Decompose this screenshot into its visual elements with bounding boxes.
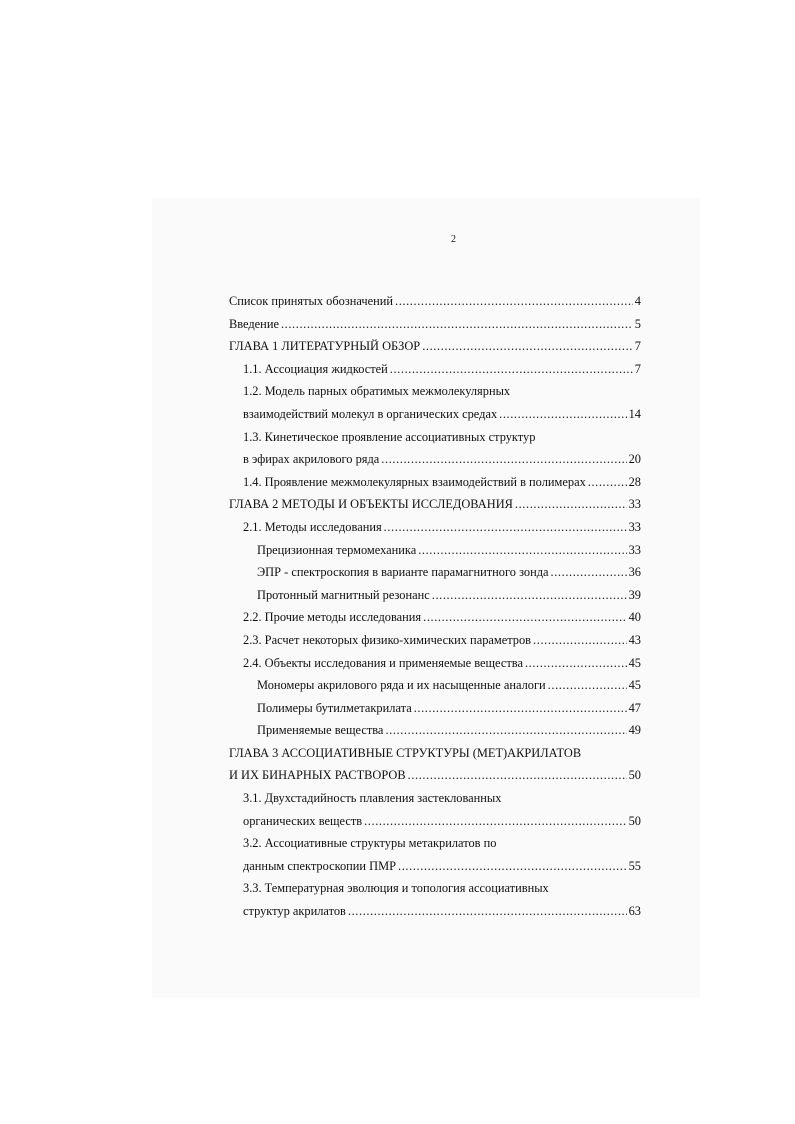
toc-entry-title: ГЛАВА 2 МЕТОДЫ И ОБЪЕКТЫ ИССЛЕДОВАНИЯ [229,497,513,512]
toc-entry [229,403,641,426]
toc-subentry [229,697,641,720]
toc-entry-title: взаимодействий молекул в органических средах [243,406,498,421]
toc-entry-title: органических веществ [243,813,363,828]
dot-leader [515,493,627,516]
toc-entry-first-line: 3.3. Температурная эволюция и топология ассоциативных [243,881,549,896]
toc-entry-page: 7 [634,339,641,354]
toc-entry [229,516,641,539]
dot-leader [423,606,626,629]
toc-entry [229,652,641,675]
toc-entry-title: 2.4. Объекты исследования и применяемые вещества [243,655,523,670]
toc-entry-page: 33 [628,497,641,512]
toc-chapter-entry [229,493,641,516]
dot-leader [499,403,626,426]
dot-leader [281,313,633,336]
toc-entry [229,290,641,313]
toc-subentry [229,584,641,607]
toc-subentry [229,561,641,584]
toc-entry-page: 28 [628,474,641,489]
toc-entry-first-line: 3.1. Двухстадийность плавления застеклованных [243,791,502,806]
page-number: 2 [451,234,456,245]
toc-entry-title: Полимеры бутилметакрилата [257,700,412,715]
toc-entry-page: 45 [628,655,641,670]
toc-entry-page: 39 [628,587,641,602]
toc-entry-page: 5 [634,316,641,331]
toc-chapter-entry [229,764,641,787]
toc-entry-page: 7 [634,361,641,376]
toc-entry-title: структур акрилатов [243,904,346,919]
toc-chapter-first-line: ГЛАВА 3 АССОЦИАТИВНЫЕ СТРУКТУРЫ (МЕТ)АКРИЛАТОВ [229,745,582,760]
toc-entry-title: в эфирах акрилового ряда [243,452,380,467]
toc-entry-title: 1.4. Проявление межмолекулярных взаимодействий в полимерах [243,474,586,489]
table-of-contents [229,290,641,923]
toc-entry-page: 47 [628,700,641,715]
toc-entry-page: 36 [628,565,641,580]
toc-entry-page: 55 [628,858,641,873]
dot-leader [422,335,633,358]
toc-entry-first-line: 3.2. Ассоциативные структуры метакрилатов по [243,836,497,851]
dot-leader [364,810,627,833]
toc-entry-title: Мономеры акрилового ряда и их насыщенные аналоги [257,678,546,693]
dot-leader [390,358,633,381]
dot-leader [385,719,626,742]
toc-entry-page: 4 [634,294,641,308]
toc-entry-page: 50 [628,768,641,783]
toc-entry-page: 45 [628,678,641,693]
toc-entry-page: 33 [628,542,641,557]
toc-entry [229,448,641,471]
toc-entry-page: 33 [628,519,641,534]
toc-entry-title: 2.2. Прочие методы исследования [243,610,422,625]
toc-chapter-entry [229,335,641,358]
dot-leader [398,855,627,878]
toc-entry-title: 2.1. Методы исследования [243,519,382,534]
dot-leader [395,290,633,313]
toc-entry-page: 40 [628,610,641,625]
toc-entry-title: Список принятых обозначений [229,294,394,308]
toc-entry-title: ГЛАВА 1 ЛИТЕРАТУРНЫЙ ОБЗОР [229,339,421,354]
toc-entry [229,358,641,381]
toc-entry-title: Введение [229,316,279,331]
dot-leader [408,764,627,787]
toc-entry-title: Протонный магнитный резонанс [257,587,430,602]
toc-entry [229,855,641,878]
toc-entry-page: 43 [628,632,641,647]
toc-entry-title: 2.3. Расчет некоторых физико-химических параметров [243,632,532,647]
dot-leader [525,652,627,675]
dot-leader [348,900,627,923]
dot-leader [533,629,627,652]
toc-subentry [229,719,641,742]
dot-leader [418,539,626,562]
toc-entry-title: ЭПР - спектроскопия в варианте парамагнитного зонда [257,565,549,580]
toc-entry [229,606,641,629]
dot-leader [414,697,627,720]
toc-entry [229,471,641,494]
toc-entry-first-line: 1.2. Модель парных обратимых межмолекулярных [243,384,511,399]
toc-entry-page: 14 [628,406,641,421]
toc-entry [229,313,641,336]
toc-entry-title: И ИХ БИНАРНЫХ РАСТВОРОВ [229,768,406,783]
toc-entry-page: 20 [628,452,641,467]
toc-entry [229,629,641,652]
toc-entry-page: 49 [628,723,641,738]
dot-leader [588,471,627,494]
toc-subentry [229,674,641,697]
toc-entry [229,810,641,833]
toc-entry [229,900,641,923]
dot-leader [548,674,627,697]
toc-subentry [229,539,641,562]
toc-entry-title: Прецизионная термомеханика [257,542,417,557]
toc-entry-first-line: 1.3. Кинетическое проявление ассоциативных структур [243,429,536,444]
dot-leader [551,561,627,584]
dot-leader [432,584,627,607]
toc-entry-page: 63 [628,904,641,919]
toc-entry-page: 50 [628,813,641,828]
toc-entry-title: 1.1. Ассоциация жидкостей [243,361,388,376]
toc-entry-title: данным спектроскопии ПМР [243,858,397,873]
toc-entry-title: Применяемые вещества [257,723,384,738]
dot-leader [381,448,626,471]
dot-leader [384,516,627,539]
